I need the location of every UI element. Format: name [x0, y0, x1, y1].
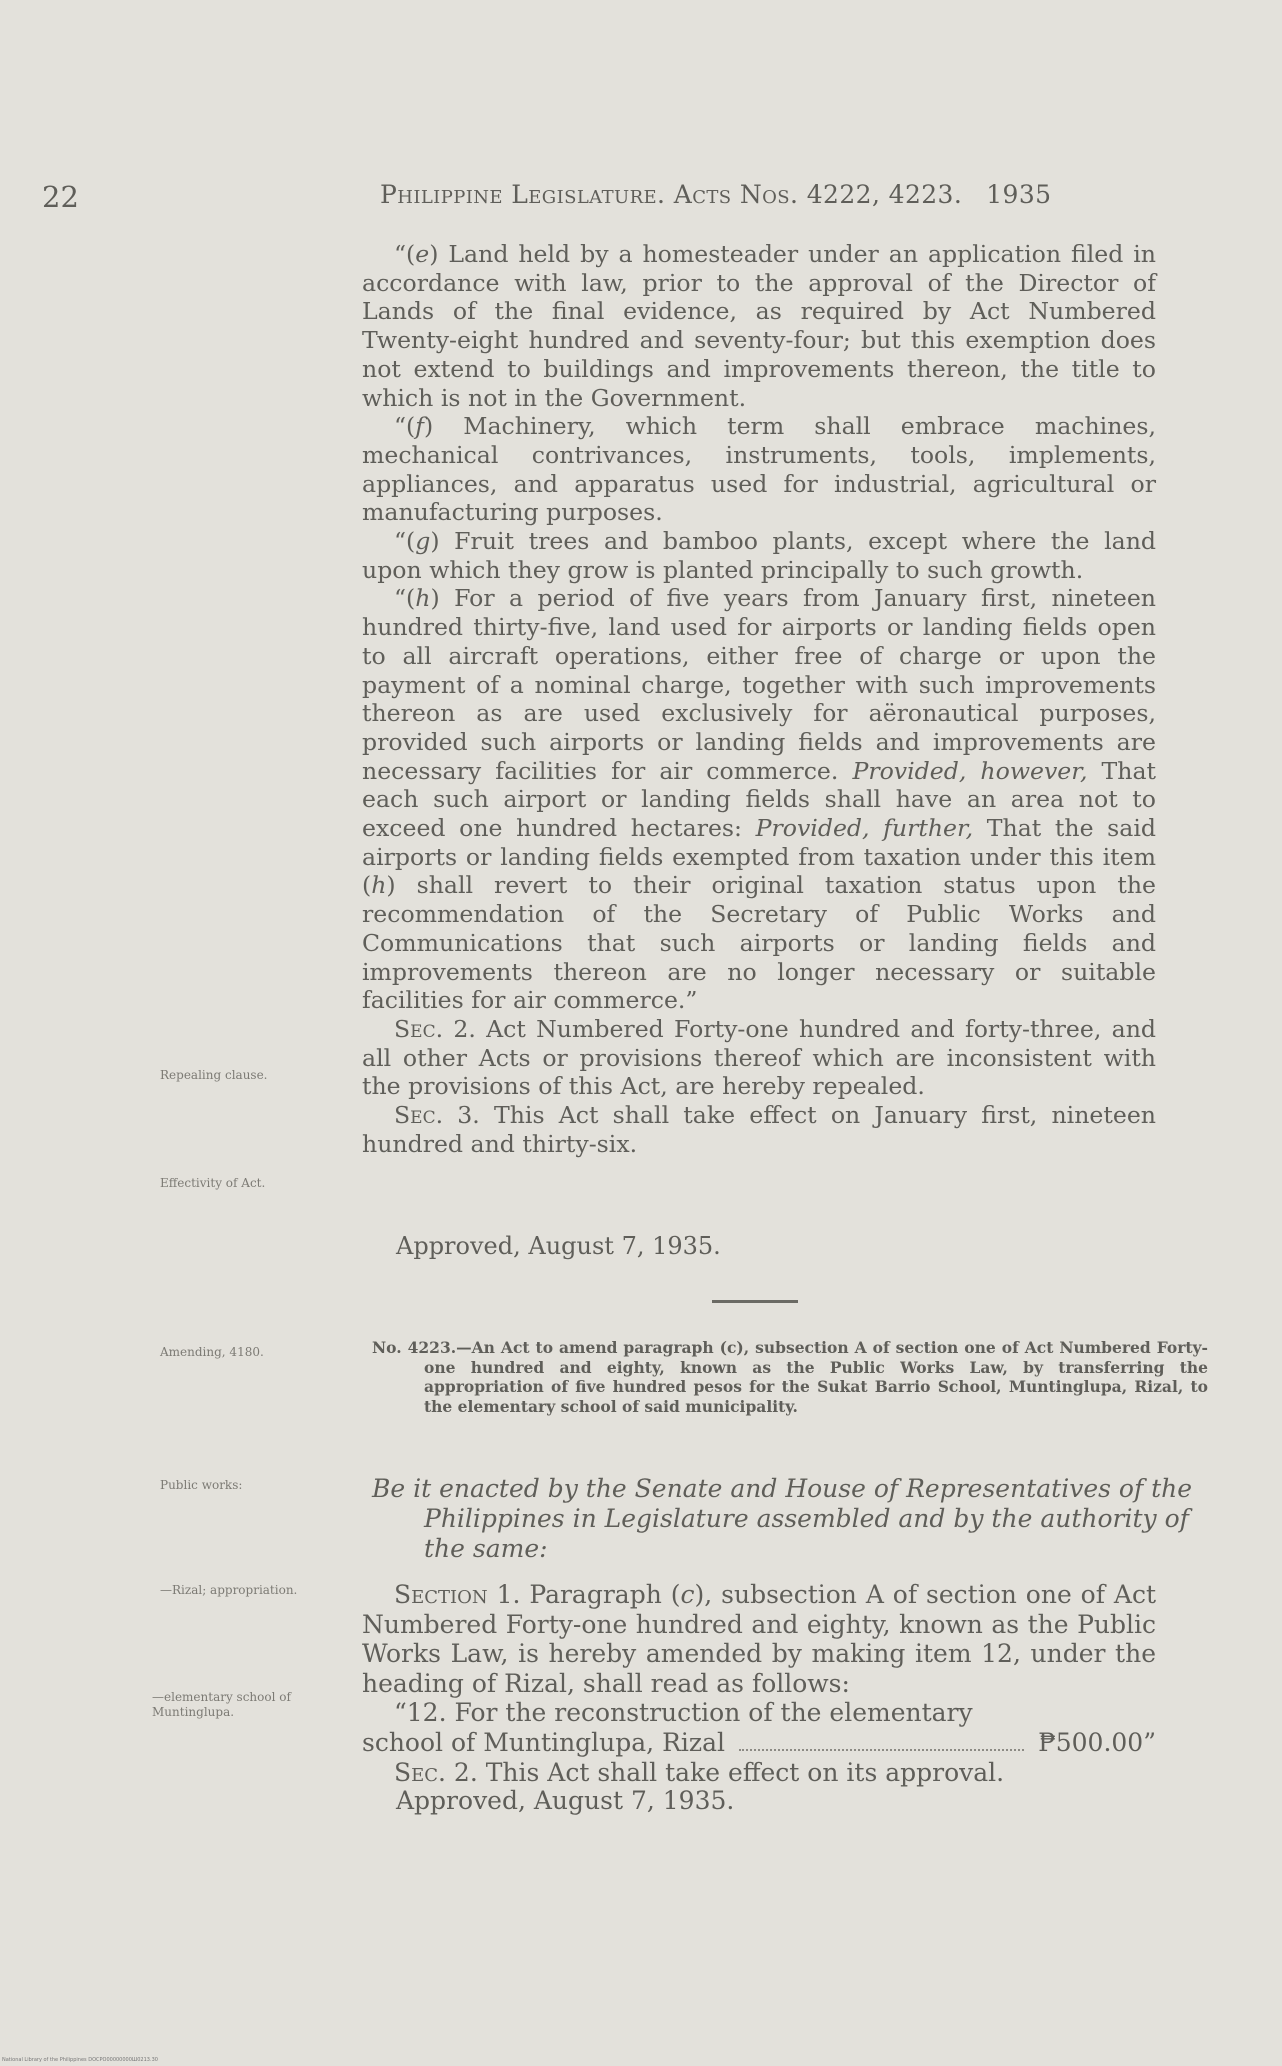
running-head-year: 1935 — [986, 180, 1052, 209]
act-4223-section-1: Section 1. Paragraph (c), subsection A of section one of Act Numbered Forty-one hundred and eighty, known as the Public Works Law, is hereby amended by making item 12, under the heading of Rizal, shall read as follows: — [362, 1580, 1156, 1698]
act-4223-body — [362, 1580, 1156, 1787]
dot-leader — [739, 1749, 1024, 1751]
act-4222-body — [362, 240, 1156, 1159]
paragraph-g: “(g) Fruit trees and bamboo plants, except where the land upon which they grow is planted principally to such growth. — [362, 527, 1156, 584]
section-divider — [712, 1300, 798, 1303]
marginal-note-elementary: —elementary school of Muntinglupa. — [152, 1690, 291, 1719]
running-head — [380, 180, 1051, 209]
marginal-note-repealing: Repealing clause. — [160, 1068, 268, 1082]
approved-date-4222: Approved, August 7, 1935. — [396, 1232, 721, 1260]
marginal-note-effectivity: Effectivity of Act. — [160, 1176, 266, 1190]
act-4223-title: No. 4223.—An Act to amend paragraph (c), subsection A of section one of Act Numbered Forty-one hundred and eighty, known as the Public Works Law, by transferring the appropriation of five hundred pesos for the Sukat Barrio School, Muntinglupa, Rizal, to the elementary school of said municipality. — [372, 1338, 1208, 1416]
page-number: 22 — [42, 180, 79, 214]
paragraph-e: “(e) Land held by a homesteader under an application filed in accordance with law, prior to the approval of the Director of Lands of the final evidence, as required by Act Numbered Twenty-eight hundred and seventy-four; but this exemption does not extend to buildings and improvements thereon, the title to which is not in the Government. — [362, 240, 1156, 412]
item-12-amount: ₱500.00” — [1038, 1727, 1156, 1757]
running-head-title: Philippine Legislature. Acts Nos. 4222, 4223. — [380, 180, 963, 209]
paragraph-f: “(f) Machinery, which term shall embrace machines, mechanical contrivances, instruments, tools, implements, appliances, and apparatus used for industrial, agricultural or manufacturing purposes. — [362, 412, 1156, 527]
enacting-clause: Be it enacted by the Senate and House of Representatives of the Philippines in Legislature assembled and by the authority of the same: — [372, 1474, 1193, 1563]
paragraph-h: “(h) For a period of five years from January first, nineteen hundred thirty-five, land used for airports or landing fields open to all aircraft operations, either free of charge or upon the payment of a nominal charge, together with such improvements thereon as are used exclusively for aëronautical purposes, provided such airports or landing fields and improvements are necessary facilities for air commerce. Provided, however, That each such airport or landing fields shall have an area not to exceed one hundred hectares: Provided, further, That the said airports or landing fields exempted from taxation under this item (h) shall revert to their original taxation status upon the recommendation of the Secretary of Public Works and Communications that such airports or landing fields and improvements thereon are no longer necessary or suitable facilities for air commerce.” — [362, 584, 1156, 1015]
footer-source-line: National Library of the Philippines DOCPO00000000Ш0213.30 — [2, 2057, 158, 2063]
section-3-effectivity: Sec. 3. This Act shall take effect on January first, nineteen hundred and thirty-six. — [362, 1101, 1156, 1158]
approved-date-4223: Approved, August 7, 1935. — [396, 1786, 735, 1815]
item-12-line-1: “12. For the reconstruction of the elementary — [394, 1698, 973, 1728]
marginal-note-amending: Amending, 4180. — [160, 1345, 264, 1359]
marginal-note-rizal: —Rizal; appropriation. — [160, 1583, 298, 1597]
item-12-amount-line — [362, 1728, 1156, 1758]
marginal-note-public-works: Public works: — [160, 1478, 243, 1492]
section-2-repeal: Sec. 2. Act Numbered Forty-one hundred and forty-three, and all other Acts or provisions thereof which are inconsistent with the provisions of this Act, are hereby repealed. — [362, 1014, 1156, 1101]
item-12-line-2: school of Muntinglupa, Rizal — [362, 1727, 725, 1757]
act-4223-section-2: Sec. 2. This Act shall take effect on its approval. — [394, 1757, 1005, 1787]
